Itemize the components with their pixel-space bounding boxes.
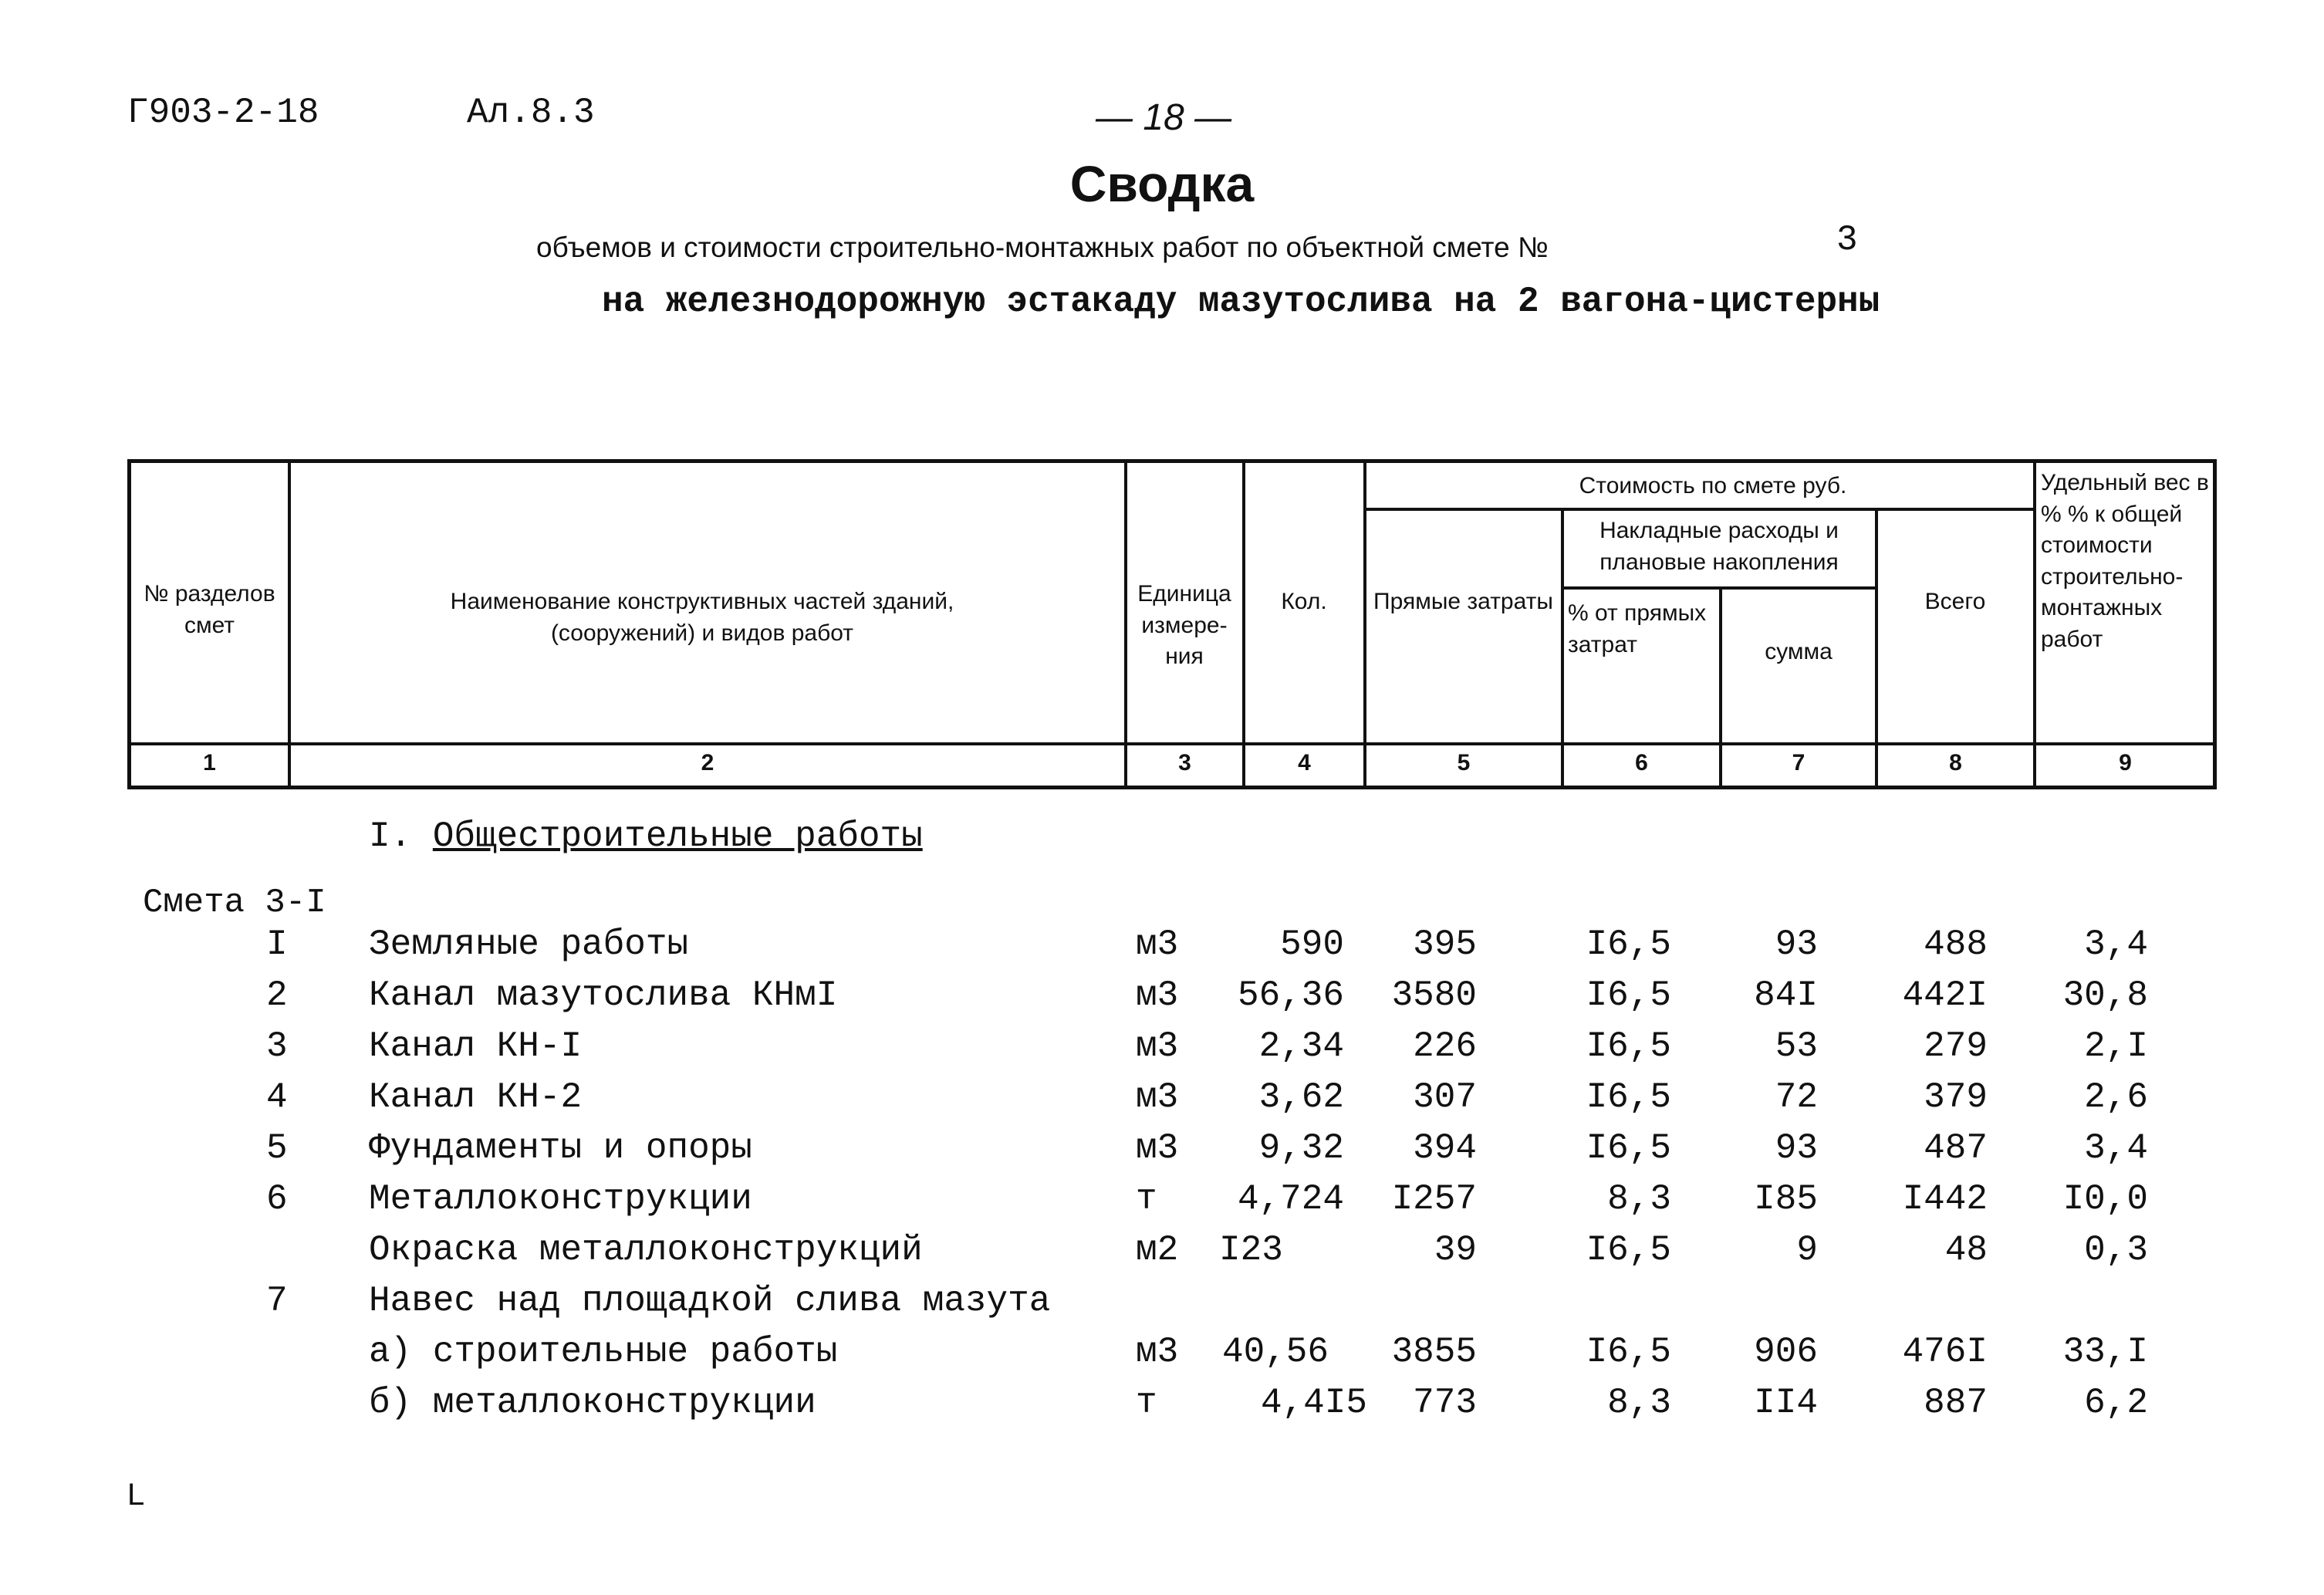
row-quantity: 590 bbox=[1280, 924, 1344, 965]
row-unit: м3 bbox=[1136, 924, 1179, 965]
row-unit: т bbox=[1136, 1179, 1157, 1219]
row-unit: м2 bbox=[1136, 1230, 1179, 1270]
smeta-label: Смета 3-I bbox=[143, 884, 326, 922]
row-name: Металлоконструкции bbox=[369, 1179, 752, 1219]
header-sum: сумма bbox=[1765, 639, 1833, 664]
row-name: Канал КН-I bbox=[369, 1026, 583, 1066]
row-percent: I6,5 bbox=[1586, 1077, 1671, 1117]
row-total: 487 bbox=[1924, 1128, 1988, 1168]
column-number: 2 bbox=[701, 750, 714, 776]
row-quantity: 3,62 bbox=[1258, 1077, 1344, 1117]
row-quantity: 56,36 bbox=[1237, 975, 1344, 1015]
header-total: Всего bbox=[1924, 589, 1986, 614]
table-header bbox=[127, 459, 2217, 789]
row-direct-costs: 39 bbox=[1434, 1230, 1477, 1270]
row-direct-costs: I257 bbox=[1391, 1179, 1477, 1219]
row-name: а) строительные работы bbox=[369, 1332, 838, 1372]
row-number: 3 bbox=[266, 1026, 288, 1066]
row-unit: м3 bbox=[1136, 1077, 1179, 1117]
header-quantity: Кол. bbox=[1281, 589, 1327, 614]
row-direct-costs: 773 bbox=[1413, 1383, 1477, 1423]
row-number: 6 bbox=[266, 1179, 288, 1219]
table-row bbox=[0, 1230, 2324, 1278]
row-share: 2,6 bbox=[2084, 1077, 2148, 1117]
row-share: 3,4 bbox=[2084, 1128, 2148, 1168]
column-number: 9 bbox=[2119, 750, 2132, 776]
section-title bbox=[369, 816, 923, 857]
row-share: I0,0 bbox=[2062, 1179, 2148, 1219]
row-number: 5 bbox=[266, 1128, 288, 1168]
row-total: 48 bbox=[1944, 1230, 1988, 1270]
row-name: Земляные работы bbox=[369, 924, 689, 965]
table-row bbox=[0, 924, 2324, 972]
row-quantity: 2,34 bbox=[1258, 1026, 1344, 1066]
table-row bbox=[0, 1128, 2324, 1176]
row-share: 30,8 bbox=[2062, 975, 2148, 1015]
row-sum: 906 bbox=[1754, 1332, 1818, 1372]
table-row bbox=[0, 1383, 2324, 1431]
row-sum: 53 bbox=[1775, 1026, 1818, 1066]
row-total: 442I bbox=[1902, 975, 1988, 1015]
row-number: 2 bbox=[266, 975, 288, 1015]
row-name: б) металлоконструкции bbox=[369, 1383, 816, 1423]
row-number: 7 bbox=[266, 1281, 288, 1321]
row-percent: 8,3 bbox=[1607, 1383, 1671, 1423]
column-number: 8 bbox=[1949, 750, 1962, 776]
section-name: Общестроительные работы bbox=[432, 816, 923, 857]
page-number: — 18 — bbox=[1096, 97, 1232, 138]
row-share: 33,I bbox=[2062, 1332, 2148, 1372]
row-share: 2,I bbox=[2084, 1026, 2148, 1066]
header-direct-costs: Прямые затраты bbox=[1373, 589, 1553, 614]
row-direct-costs: 395 bbox=[1413, 924, 1477, 965]
table-row bbox=[0, 1026, 2324, 1074]
row-percent: I6,5 bbox=[1586, 924, 1671, 965]
row-percent: I6,5 bbox=[1586, 1230, 1671, 1270]
column-number: 5 bbox=[1457, 750, 1471, 776]
row-percent: I6,5 bbox=[1586, 1332, 1671, 1372]
header-unit: Единица измере- ния bbox=[1137, 581, 1231, 669]
row-percent: I6,5 bbox=[1586, 975, 1671, 1015]
row-total: 379 bbox=[1924, 1077, 1988, 1117]
row-sum: 93 bbox=[1775, 1128, 1818, 1168]
header-section-number: № разделов смет bbox=[144, 581, 275, 638]
row-unit: м3 bbox=[1136, 975, 1179, 1015]
row-name: Окраска металлоконструкций bbox=[369, 1230, 923, 1270]
row-quantity: 4,4I5 bbox=[1260, 1383, 1367, 1423]
row-sum: II4 bbox=[1754, 1383, 1818, 1423]
header-percent: % от прямых затрат bbox=[1568, 600, 1707, 657]
row-quantity: 40,56 bbox=[1221, 1332, 1329, 1372]
row-sum: 72 bbox=[1775, 1077, 1818, 1117]
row-name: Фундаменты и опоры bbox=[369, 1128, 752, 1168]
page-subtitle: объемов и стоимости строительно-монтажных работ по объектной смете № bbox=[536, 231, 1549, 263]
row-total: 476I bbox=[1902, 1332, 1988, 1372]
row-number: I bbox=[266, 924, 288, 965]
row-direct-costs: 226 bbox=[1413, 1026, 1477, 1066]
table-row bbox=[0, 975, 2324, 1023]
page-title: Сводка bbox=[1069, 155, 1255, 212]
table-row bbox=[0, 1077, 2324, 1125]
row-total: 887 bbox=[1924, 1383, 1988, 1423]
section-roman: I. bbox=[369, 816, 412, 857]
row-quantity: I23 bbox=[1219, 1230, 1283, 1270]
row-quantity: 9,32 bbox=[1258, 1128, 1344, 1168]
header-cost-group: Стоимость по смете руб. bbox=[1579, 473, 1847, 498]
row-share: 6,2 bbox=[2084, 1383, 2148, 1423]
row-sum: 84I bbox=[1754, 975, 1818, 1015]
object-description: на железнодорожную эстакаду мазутослива на 2 вагона-цистерны bbox=[602, 282, 1880, 322]
corner-mark: L bbox=[127, 1478, 145, 1512]
header-work-name: Наименование конструктивных частей зданий, (сооружений) и видов работ bbox=[450, 589, 954, 646]
row-sum: 9 bbox=[1796, 1230, 1818, 1270]
album-number: Ал.8.3 bbox=[467, 93, 595, 133]
table-row bbox=[0, 1332, 2324, 1380]
row-unit: м3 bbox=[1136, 1128, 1179, 1168]
row-unit: т bbox=[1136, 1383, 1157, 1423]
row-total: 279 bbox=[1924, 1026, 1988, 1066]
row-percent: 8,3 bbox=[1607, 1179, 1671, 1219]
row-unit: м3 bbox=[1136, 1026, 1179, 1066]
row-sum: 93 bbox=[1775, 924, 1818, 965]
row-number: 4 bbox=[266, 1077, 288, 1117]
table-row bbox=[0, 1281, 2324, 1329]
row-name: Навес над площадкой слива мазута bbox=[369, 1281, 1051, 1321]
row-percent: I6,5 bbox=[1586, 1128, 1671, 1168]
row-name: Канал КН-2 bbox=[369, 1077, 583, 1117]
header-overhead-group: Накладные расходы и плановые накопления bbox=[1599, 518, 1839, 575]
row-name: Канал мазутослива КНмI bbox=[369, 975, 838, 1015]
row-direct-costs: 3855 bbox=[1391, 1332, 1477, 1372]
row-direct-costs: 394 bbox=[1413, 1128, 1477, 1168]
row-direct-costs: 3580 bbox=[1391, 975, 1477, 1015]
column-number: 1 bbox=[203, 750, 216, 776]
row-unit: м3 bbox=[1136, 1332, 1179, 1372]
row-share: 0,3 bbox=[2084, 1230, 2148, 1270]
document-code: Г903-2-18 bbox=[127, 93, 319, 133]
column-number: 7 bbox=[1792, 750, 1805, 776]
column-number: 6 bbox=[1635, 750, 1648, 776]
row-total: I442 bbox=[1902, 1179, 1988, 1219]
row-sum: I85 bbox=[1754, 1179, 1818, 1219]
row-quantity: 4,724 bbox=[1237, 1179, 1344, 1219]
header-share: Удельный вес в % % к общей стоимости строительно- монтажных работ bbox=[2041, 470, 2209, 652]
row-percent: I6,5 bbox=[1586, 1026, 1671, 1066]
row-share: 3,4 bbox=[2084, 924, 2148, 965]
smeta-number: 3 bbox=[1836, 220, 1858, 260]
table-row bbox=[0, 1179, 2324, 1227]
row-direct-costs: 307 bbox=[1413, 1077, 1477, 1117]
column-number: 3 bbox=[1178, 750, 1191, 776]
column-number: 4 bbox=[1298, 750, 1311, 776]
row-total: 488 bbox=[1924, 924, 1988, 965]
